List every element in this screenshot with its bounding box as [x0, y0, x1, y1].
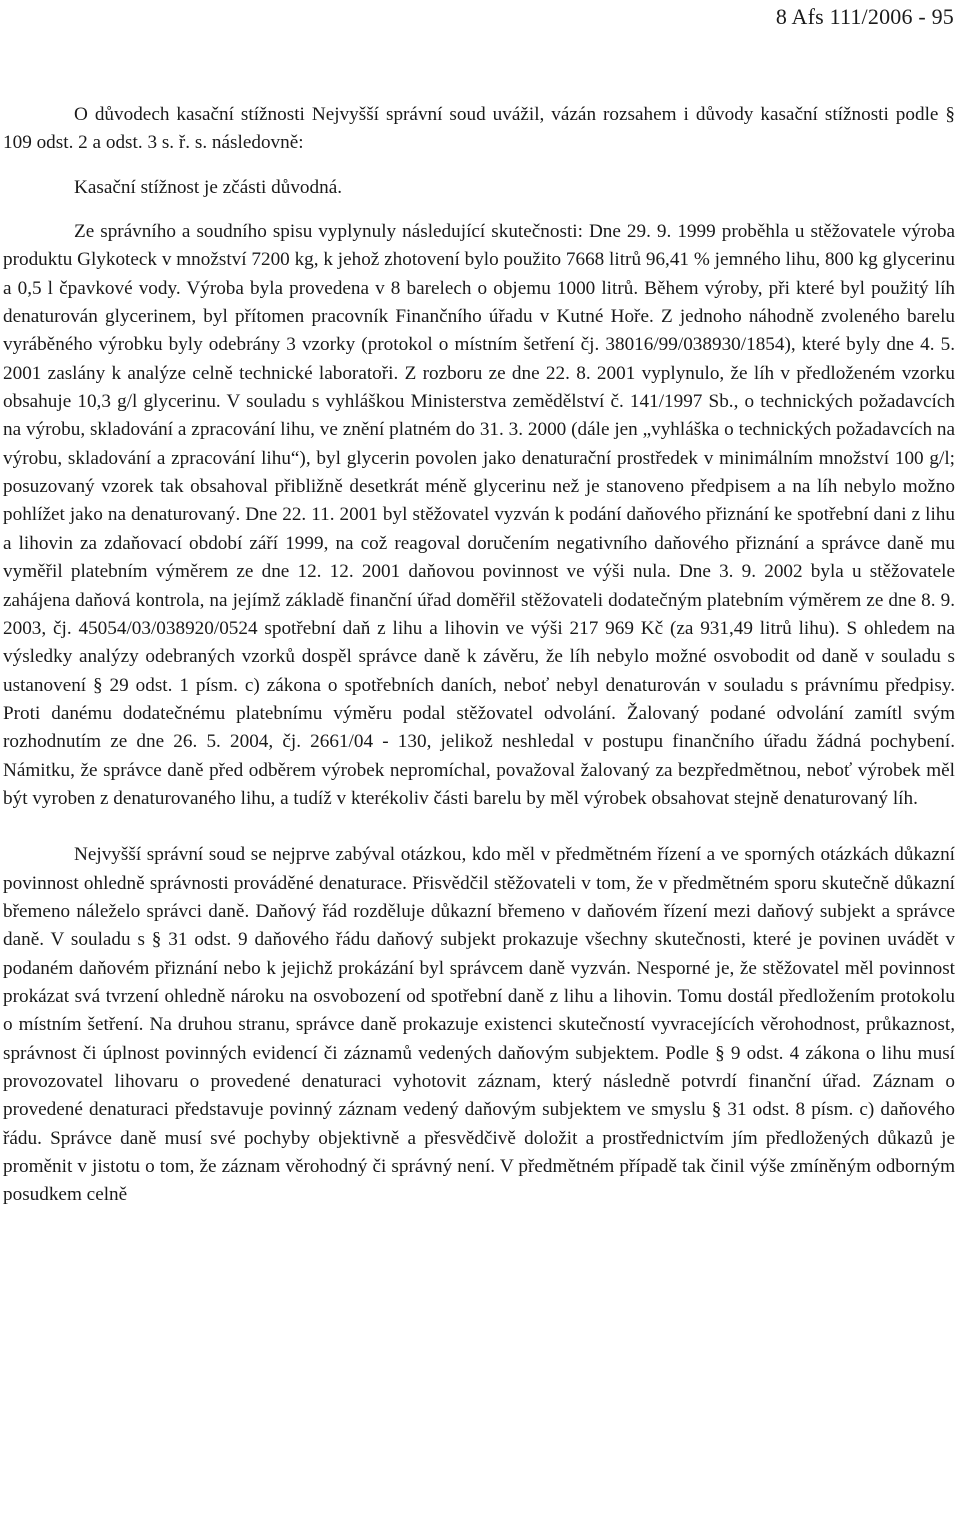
case-number: 8 Afs 111/2006 - 95 [775, 4, 954, 29]
paragraph-conclusion: Kasační stížnost je zčásti důvodná. [74, 176, 343, 198]
paragraph-intro: O důvodech kasační stížnosti Nejvyšší správní soud uvážil, vázán rozsahem i důvody kasační stížnosti podle § 109 odst. 2 a odst. 3 s. ř. s. následovně: [3, 104, 955, 154]
document-body [3, 101, 955, 1210]
paragraph-burden-of-proof: Nejvyšší správní soud se nejprve zabýval otázkou, kdo měl v předmětném řízení a ve sporných otázkách důkazní povinnost ohledně správnosti prováděné denaturace. Přisvědčil stěžovateli v tom, že v předmětném sporu skutečně důkazní břemeno náleželo správci daně. Daňový řád rozděluje důkazní břemeno v daňovém řízení mezi daňový subjekt a správce daně. V souladu s § 31 odst. 9 daňového řádu daňový subjekt prokazuje všechny skutečnosti, které je povinen uvádět v podaném daňovém přiznání nebo k jejichž prokázání byl správcem daně vyzván. Nesporné je, že stěžovatel měl povinnost prokázat svá tvrzení ohledně nároku na osvobození od spotřební daně z lihu a lihovin. Tomu dostál předložením protokolu o místním šetření. Na druhou stranu, správce daně prokazuje existenci skutečností vyvracejících věrohodnost, průkaznost, správnost či úplnost povinných evidencí či záznamů vedených daňovým subjektem. Podle § 9 odst. 4 zákona o lihu musí provozovatel lihovaru o provedené denaturaci vyhotovit záznam, který následně potvrdí finanční úřad. Záznam o provedené denaturaci představuje povinný záznam vedený daňovým subjektem ve smyslu § 31 odst. 8 písm. c) daňového řádu. Správce daně musí své pochyby objektivně a přesvědčivě doložit a prostřednictvím jím předložených důkazů je proměnit v jistotu o tom, že záznam věrohodný či správný není. V předmětném případě tak činil výše zmíněným odborným posudkem celně [3, 844, 955, 1206]
paragraph-facts: Ze správního a soudního spisu vyplynuly následující skutečnosti: Dne 29. 9. 1999 proběhla u stěžovatele výroba produktu Glykoteck v množství 7200 kg, k jehož zhotovení bylo použito 7668 litrů 96,41 % jemného lihu, 800 kg glycerinu a 0,5 l čpavkové vody. Výroba byla provedena v 8 barelech o objemu 1000 litrů. Během výroby, při které byl použitý líh denaturován glycerinem, byl přítomen pracovník Finančního úřadu v Kutné Hoře. Z jednoho náhodně zvoleného barelu vyráběného výrobku byly odebrány 3 vzorky (protokol o místním šetření čj. 38016/99/038930/1854), které byly dne 4. 5. 2001 zaslány k analýze celně technické laboratoři. Z rozboru ze dne 22. 8. 2001 vyplynulo, že líh v předloženém vzorku obsahuje 10,3 g/l glycerinu. V souladu s vyhláškou Ministerstva zemědělství č. 141/1997 Sb., o technických požadavcích na výrobu, skladování a zpracování lihu, ve znění platném do 31. 3. 2000 (dále jen „vyhláška o technických požadavcích na výrobu, skladování a zpracování lihu“), byl glycerin povolen jako denaturační prostředek v minimálním množství 100 g/l; posuzovaný vzorek tak obsahoval přibližně desetkrát méně glycerinu než je stanoveno předpisem a na líh nebylo možno pohlížet jako na denaturovaný. Dne 22. 11. 2001 byl stěžovatel vyzván k podání daňového přiznání ke spotřební dani z lihu a lihovin za zdaňovací období září 1999, na což reagoval doručením negativního daňového přiznání a správce daně mu vyměřil platebním výměrem ze dne 12. 12. 2001 daňovou povinnost ve výši nula. Dne 3. 9. 2002 byla u stěžovatele zahájena daňová kontrola, na jejímž základě finanční úřad doměřil stěžovateli dodatečným platebním výměrem ze dne 8. 9. 2003, čj. 45054/03/038920/0524 spotřební daň z lihu a lihovin ve výši 217 969 Kč (za 931,49 litrů lihu). S ohledem na výsledky analýzy odebraných vzorků dospěl správce daně k závěru, že líh nebylo možné osvobodit od daně v souladu s ustanovení § 29 odst. 1 písm. c) zákona o spotřebních daních, neboť nebyl denaturován v souladu s právnímu předpisy. Proti danému dodatečnému platebnímu výměru podal stěžovatel odvolání. Žalovaný podané odvolání zamítl svým rozhodnutím ze dne 26. 5. 2004, čj. 2661/04 - 130, jelikož neshledal v postupu finančního úřadu žádná pochybení. Námitku, že správce daně před odběrem výrobek nepromíchal, považoval žalovaný za bezpředmětnou, neboť výrobek měl být vyroben z denaturovaného lihu, a tudíž v kterékoliv části barelu by měl výrobek obsahovat stejně denaturovaný líh. [3, 221, 955, 809]
